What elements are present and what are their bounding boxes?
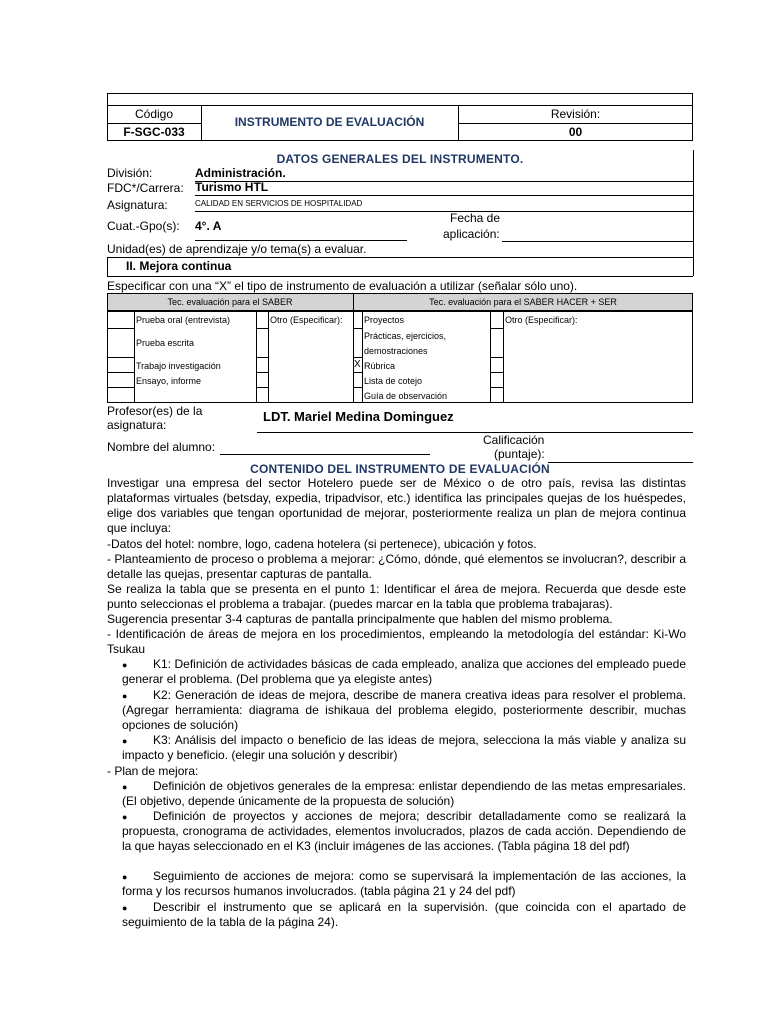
bullet-icon: ● <box>122 736 128 746</box>
document-title: INSTRUMENTO DE EVALUACIÓN <box>234 115 425 129</box>
hacer-row-rule-3 <box>353 372 362 373</box>
division-label: División: <box>107 166 153 180</box>
date-label-1: Fecha de <box>450 211 501 225</box>
unit-value: II. Mejora continua <box>126 259 232 273</box>
content-k2: K2: Generación de ideas de mejora, describe de manera creativa ideas para resolver el problema. (Agregar herramienta: diagrama de ishikaua del problema elegido, posteriormente describir, muchas opciones de solución) <box>122 688 686 732</box>
tech-col-3 <box>268 311 269 403</box>
saber-other: Otro (Especificar): <box>270 315 343 325</box>
specify-text: Especificar con una “X” el tipo de instrumento de evaluación a utilizar (señalar sólo uno). <box>107 279 578 293</box>
saber-header: Tec. evaluación para el SABER <box>167 297 293 307</box>
saber-row-rule-1 <box>107 328 134 329</box>
hacer-row-rule-2 <box>353 357 362 358</box>
content-table-note: Se realiza la tabla que se presenta en el punto 1: Identificar el área de mejora. Recuerda que desde este punto seleccionas el problema a trabajar. (puedes marcar en la tabla que problema trabajaras). <box>107 582 686 611</box>
unit-top-rule <box>107 257 693 258</box>
hacer-item-rubric: Rúbrica <box>364 361 396 371</box>
content-hotel-data: -Datos del hotel: nombre, logo, cadena hotelera (si pertenece), ubicación y fotos. <box>107 537 537 551</box>
hacer-row-rule-3b <box>490 372 503 373</box>
tech-col-7 <box>503 311 504 403</box>
hacer-item-observation: Guía de observación <box>364 391 448 401</box>
group-label: Cuat.-Gpo(s): <box>107 219 180 233</box>
date-rule <box>502 241 693 242</box>
bullet-icon: ● <box>122 903 128 913</box>
student-rule <box>220 454 430 455</box>
hacer-row-rule-2b <box>490 357 503 358</box>
saber-item-written: Prueba escrita <box>136 338 195 348</box>
saber-item-essay: Ensayo, informe <box>136 376 202 386</box>
header-mid-rule-right <box>458 123 693 124</box>
unit-bottom-rule <box>107 276 693 277</box>
hacer-row-rule-4b <box>490 387 503 388</box>
bullet-icon: ● <box>122 812 128 822</box>
hacer-other: Otro (Especificar): <box>505 315 578 325</box>
grade-label-2: (puntaje): <box>494 447 545 461</box>
content-k3: K3: Análisis del impacto o beneficio de las ideas de mejora, selecciona la más viable y analiza su impacto y beneficio. (elegir una solución y describir) <box>122 733 686 762</box>
hacer-item-checklist: Lista de cotejo <box>364 376 423 386</box>
subject-rule <box>195 211 693 212</box>
subject-value: CALIDAD EN SERVICIOS DE HOSPITALIDAD <box>195 199 363 208</box>
career-label: FDC*/Carrera: <box>107 181 184 195</box>
content-plan-1: Definición de objetivos generales de la empresa: enlistar dependiendo de las metas empresariales. (El objetivo, depende únicamente de la propuesta de solución) <box>122 779 686 808</box>
content-identification: - Identificación de áreas de mejora en los procedimientos, empleando la metodología del estándar: Ki-Wo Tsukau <box>107 627 686 656</box>
hacer-row-rule-1b <box>490 328 503 329</box>
saber-row-rule-2 <box>107 357 134 358</box>
content-plan-label: - Plan de mejora: <box>107 764 199 778</box>
content-suggestion: Sugerencia presentar 3-4 capturas de pantalla principalmente que hablen del mismo problema. <box>107 612 613 626</box>
division-rule <box>195 181 693 182</box>
tech-col-1 <box>134 311 135 403</box>
professor-rule <box>257 432 693 433</box>
career-rule <box>195 195 693 196</box>
content-plan-2: Definición de proyectos y acciones de mejora; describir detalladamente como se realizará la propuesta, cronograma de actividades, elementos involucrados, plazos de cada acción. Dependiendo de la que hayas seleccionado en el K3 (incluir imágenes de las acciones. (Tabla página 18 del pdf) <box>122 809 686 853</box>
hacer-item-projects: Proyectos <box>364 315 405 325</box>
bullet-icon: ● <box>122 782 128 792</box>
content-section-title: CONTENIDO DEL INSTRUMENTO DE EVALUACIÓN <box>250 462 550 476</box>
professor-label-2: asignatura: <box>107 418 167 432</box>
general-section-title: DATOS GENERALES DEL INSTRUMENTO. <box>276 152 524 166</box>
revision-value: 00 <box>568 125 583 139</box>
professor-name: LDT. Mariel Medina Dominguez <box>263 409 454 424</box>
content-problem: - Planteamiento de proceso o problema a mejorar: ¿Cómo, dónde, qué elementos se involucran?, describir a detalle las quejas, presentar capturas de pantalla. <box>107 552 686 581</box>
bullet-icon: ● <box>122 872 128 882</box>
bullet-icon: ● <box>122 660 128 670</box>
rubric-selected-mark: X <box>354 359 361 370</box>
units-label: Unidad(es) de aprendizaje y/o tema(s) a evaluar. <box>107 242 367 256</box>
career-value: Turismo HTL <box>195 180 269 194</box>
header-top-rule <box>107 105 693 106</box>
group-value: 4°. A <box>195 219 222 233</box>
code-label: Código <box>134 107 174 121</box>
date-label-2: aplicación: <box>443 227 500 241</box>
hacer-row-rule-4 <box>353 387 362 388</box>
hacer-header: Tec. evaluación para el SABER HACER + SER <box>429 297 617 307</box>
saber-row-rule-1b <box>256 328 268 329</box>
code-value: F-SGC-033 <box>123 125 185 139</box>
grade-label-1: Calificación <box>483 433 545 447</box>
revision-label: Revisión: <box>550 107 601 121</box>
saber-row-rule-2b <box>256 357 268 358</box>
saber-row-rule-3b <box>256 372 268 373</box>
subject-label: Asignatura: <box>107 198 168 212</box>
student-label: Nombre del alumno: <box>107 440 216 454</box>
content-plan-4: Describir el instrumento que se aplicará en la supervisión. (que coincida con el apartado de seguimiento de la tabla de la página 24). <box>122 900 686 929</box>
professor-label-1: Profesor(es) de la <box>107 404 203 418</box>
header-mid-rule-left <box>107 123 201 124</box>
hacer-item-practices: Prácticas, ejercicios, <box>364 331 447 341</box>
group-rule <box>195 240 407 241</box>
hacer-row-rule-1 <box>353 328 362 329</box>
unit-left-rule <box>107 257 108 276</box>
content-k1: K1: Definición de actividades básicas de cada empleado, analiza que acciones del empleado puede generar el problema. (Del problema que ya elegiste antes) <box>122 657 686 686</box>
saber-row-rule-3 <box>107 372 134 373</box>
bullet-icon: ● <box>122 691 128 701</box>
saber-item-oral: Prueba oral (entrevista) <box>136 315 231 325</box>
content-intro: Investigar una empresa del sector Hotelero puede ser de México o de otro país, revisa las distintas plataformas virtuales (betsday, expedia, tripadvisor, etc.) identifica las principales quejas de los huéspedes, elige dos variables que tengan oportunidad de mejorar, posteriormente realiza un plan de mejora continua que incluya: <box>107 476 686 535</box>
general-right-border <box>693 150 694 276</box>
content-plan-3: Seguimiento de acciones de mejora: como se supervisará la implementación de las acciones, la forma y los recursos humanos involucrados. (tabla página 21 y 24 del pdf) <box>122 869 686 898</box>
saber-item-research: Trabajo investigación <box>136 361 221 371</box>
saber-row-rule-4b <box>256 387 268 388</box>
saber-row-rule-4 <box>107 387 134 388</box>
tech-col-5 <box>362 311 363 403</box>
hacer-item-demos: demostraciones <box>364 346 428 356</box>
division-value: Administración. <box>195 166 286 180</box>
